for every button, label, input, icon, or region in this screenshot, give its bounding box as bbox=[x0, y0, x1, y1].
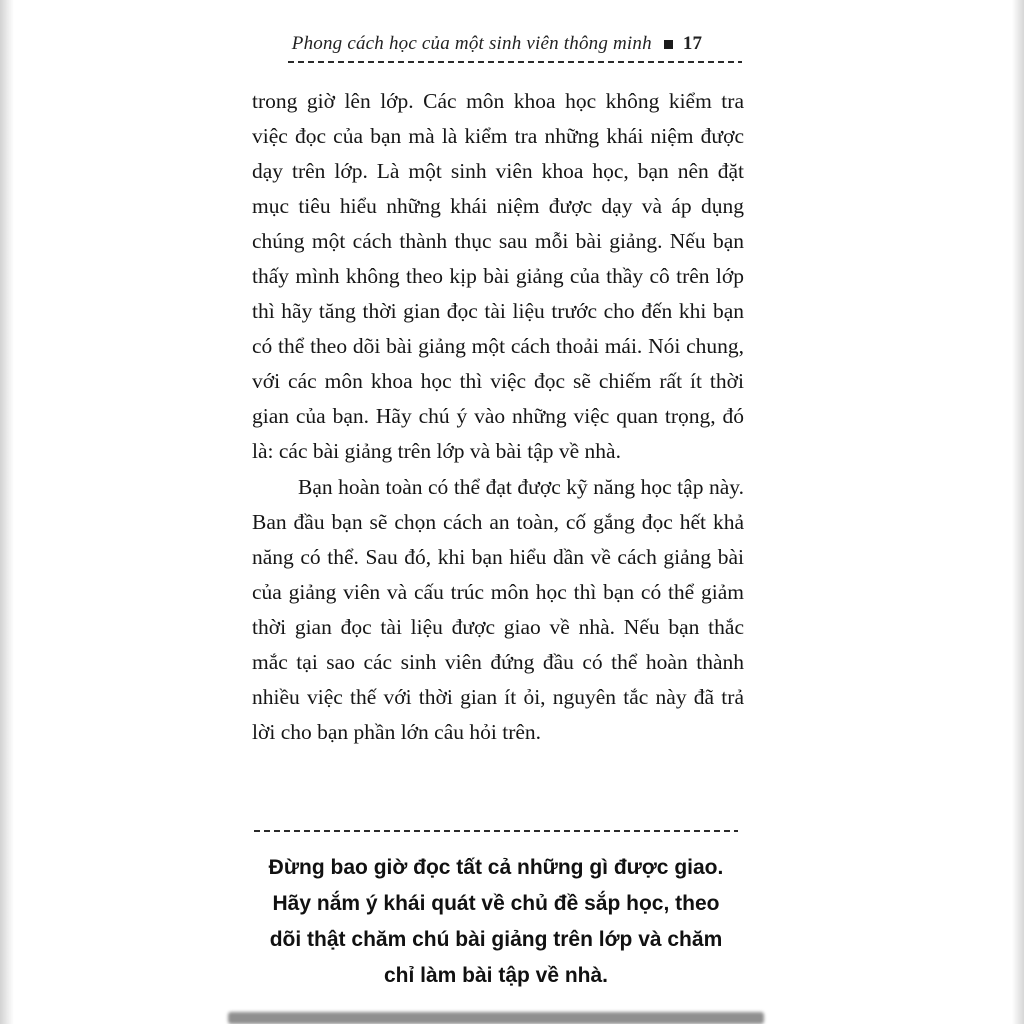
page-header bbox=[252, 33, 742, 55]
page-number: 17 bbox=[682, 33, 703, 54]
scan-edge-left bbox=[0, 0, 14, 1024]
callout-text: Đừng bao giờ đọc tất cả những gì được giao. Hãy nắm ý khái quát về chủ đề sắp học, theo dõi thật chăm chú bài giảng trên lớp và chăm chỉ làm bài tập về nhà. bbox=[268, 856, 724, 987]
header-divider bbox=[288, 61, 742, 63]
scan-edge-right bbox=[1012, 0, 1024, 1024]
callout-top-divider bbox=[254, 830, 738, 832]
page-body bbox=[252, 84, 744, 750]
paragraph: Bạn hoàn toàn có thể đạt được kỹ năng học tập này. Ban đầu bạn sẽ chọn cách an toàn, cố gắng đọc hết khả năng có thể. Sau đó, khi bạn hiểu dần về cách giảng bài của giảng viên và cấu trúc môn học thì bạn có thể giảm thời gian đọc tài liệu được giao về nhà. Nếu bạn thắc mắc tại sao các sinh viên đứng đầu có thể hoàn thành nhiều việc thế với thời gian ít ỏi, nguyên tắc này đã trả lời cho bạn phần lớn câu hỏi trên. bbox=[252, 475, 744, 744]
callout-box bbox=[254, 830, 738, 1020]
running-head-title: Phong cách học của một sinh viên thông minh bbox=[291, 33, 652, 54]
scan-shadow-bottom bbox=[228, 1012, 764, 1024]
square-bullet-icon bbox=[664, 40, 673, 49]
paragraph-continued: trong giờ lên lớp. Các môn khoa học không kiểm tra việc đọc của bạn mà là kiểm tra những khái niệm được dạy trên lớp. Là một sinh viên khoa học, bạn nên đặt mục tiêu hiểu những khái niệm được dạy và áp dụng chúng một cách thành thục sau mỗi bài giảng. Nếu bạn thấy mình không theo kịp bài giảng của thầy cô trên lớp thì hãy tăng thời gian đọc tài liệu trước cho đến khi bạn có thể theo dõi bài giảng một cách thoải mái. Nói chung, với các môn khoa học thì việc đọc sẽ chiếm rất ít thời gian của bạn. Hãy chú ý vào những việc quan trọng, đó là: các bài giảng trên lớp và bài tập về nhà. bbox=[252, 89, 744, 463]
